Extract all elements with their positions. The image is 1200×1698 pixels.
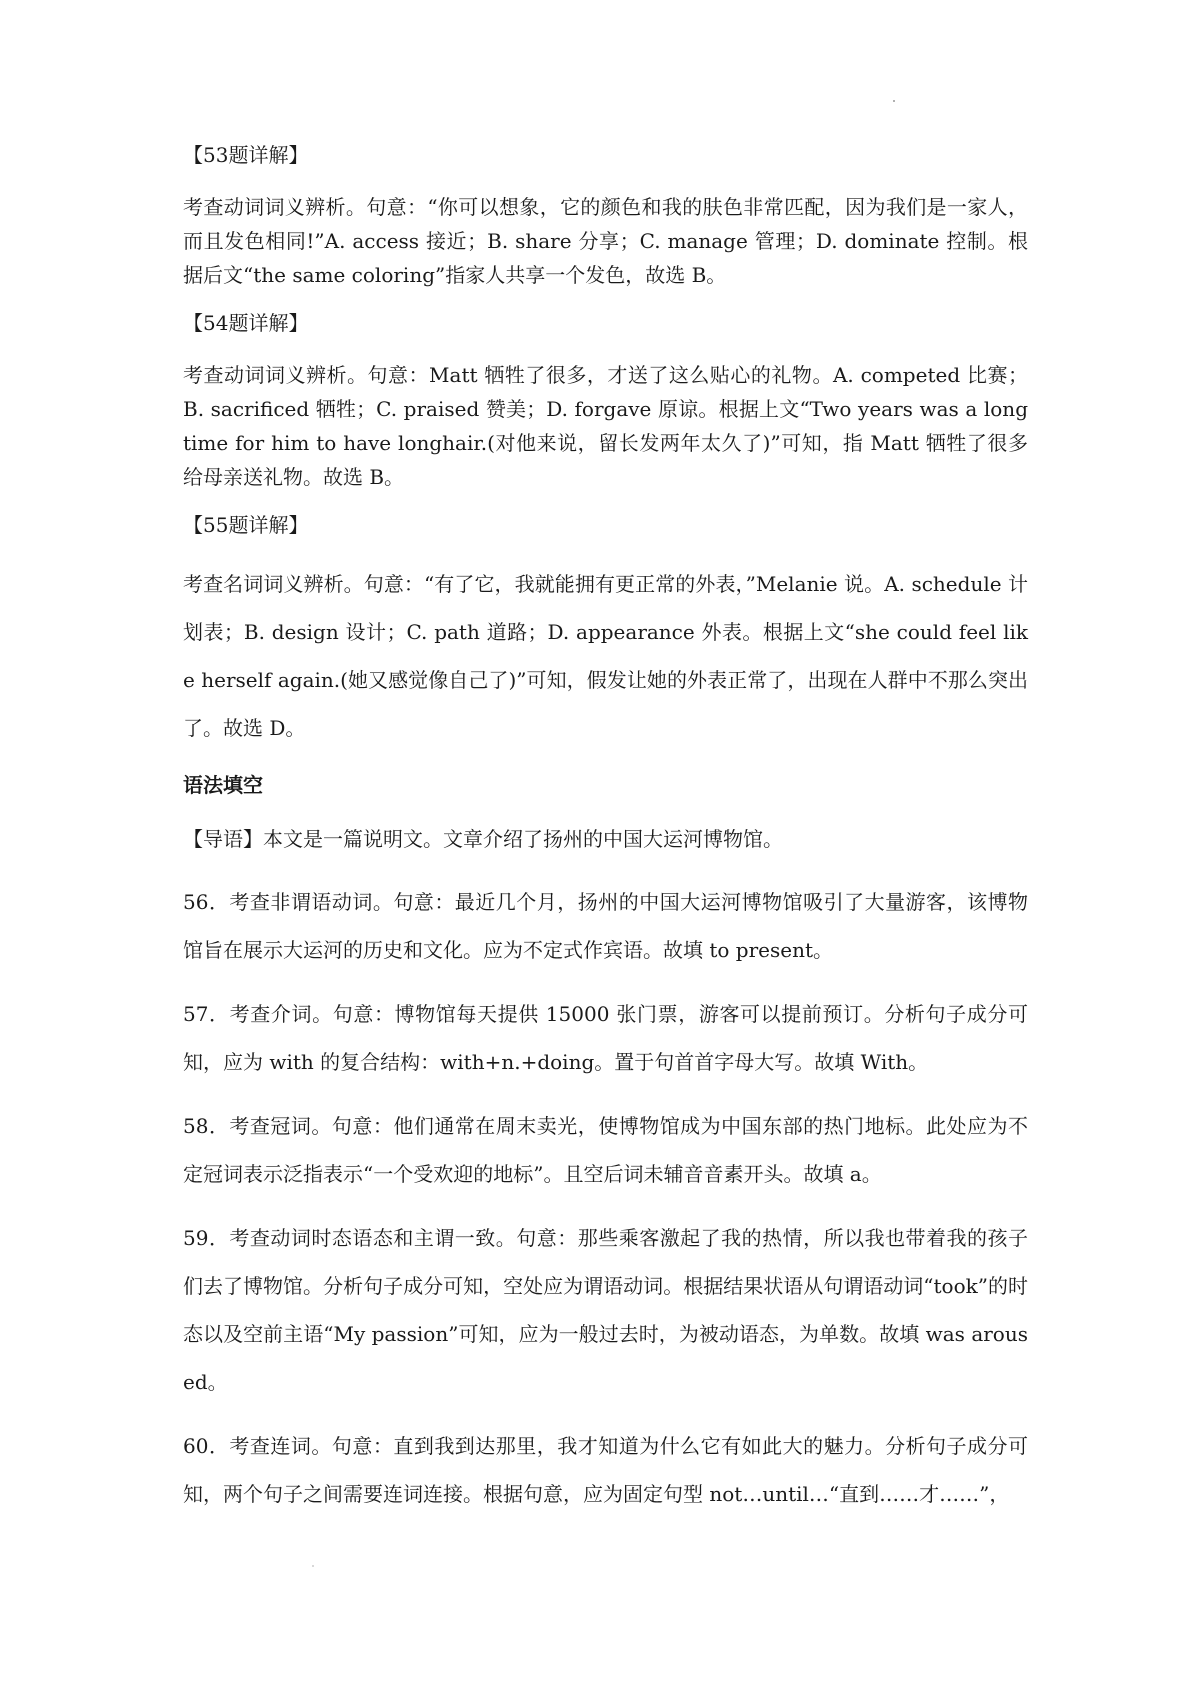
q53-heading: 【53题详解】 xyxy=(183,143,309,167)
q59-explanation: 59．考查动词时态语态和主谓一致。句意：那些乘客激起了我的热情，所以我也带着我的孩子们去了博物馆。分析句子成分可知，空处应为谓语动词。根据结果状语从句谓语动词“took”的时态以及空前主语“My passion”可知，应为一般过去时，为被动语态，为单数。故填 was aroused。 xyxy=(183,1226,1028,1394)
q56-explanation: 56．考查非谓语动词。句意：最近几个月，扬州的中国大运河博物馆吸引了大量游客，该博物馆旨在展示大运河的历史和文化。应为不定式作宾语。故填 to present。 xyxy=(183,890,1028,962)
section-title: 语法填空 xyxy=(183,773,263,797)
q55-heading: 【55题详解】 xyxy=(183,513,309,537)
q58-explanation: 58．考查冠词。句意：他们通常在周末卖光，使博物馆成为中国东部的热门地标。此处应为不定冠词表示泛指表示“一个受欢迎的地标”。且空后词未辅音音素开头。故填 a。 xyxy=(183,1114,1028,1186)
q54-explanation: 考查动词词义辨析。句意：Matt 牺牲了很多，才送了这么贴心的礼物。A. competed 比赛；B. sacrificed 牺牲；C. praised 赞美；D. forgave 原谅。根据上文“Two years was a long time for him to have longhair.(对他来说，留长发两年太久了)”可知，指 Matt 牺牲了很多给母亲送礼物。故选 B。 xyxy=(183,363,1028,489)
scan-speck xyxy=(893,100,895,102)
q57-explanation: 57．考查介词。句意：博物馆每天提供 15000 张门票，游客可以提前预订。分析句子成分可知，应为 with 的复合结构：with+n.+doing。置于句首首字母大写。故填 With。 xyxy=(183,1002,1028,1074)
q54-heading: 【54题详解】 xyxy=(183,311,309,335)
section-guide: 【导语】本文是一篇说明文。文章介绍了扬州的中国大运河博物馆。 xyxy=(183,827,783,851)
q53-explanation: 考查动词词义辨析。句意：“你可以想象，它的颜色和我的肤色非常匹配，因为我们是一家人，而且发色相同!”A. access 接近；B. share 分享；C. manage 管理；D. dominate 控制。根据后文“the same coloring”指家人共享一个发色，故选 B。 xyxy=(183,195,1028,287)
scan-speck xyxy=(312,1565,314,1567)
document-body xyxy=(183,140,1028,1534)
q60-explanation: 60．考查连词。句意：直到我到达那里，我才知道为什么它有如此大的魅力。分析句子成分可知，两个句子之间需要连词连接。根据句意，应为固定句型 not…until…“直到……才……”， xyxy=(183,1434,1028,1506)
q55-explanation: 考查名词词义辨析。句意：“有了它，我就能拥有更正常的外表，”Melanie 说。A. schedule 计划表；B. design 设计；C. path 道路；D. appearance 外表。根据上文“she could feel like herself again.(她又感觉像自己了)”可知，假发让她的外表正常了，出现在人群中不那么突出了。故选 D。 xyxy=(183,572,1028,740)
